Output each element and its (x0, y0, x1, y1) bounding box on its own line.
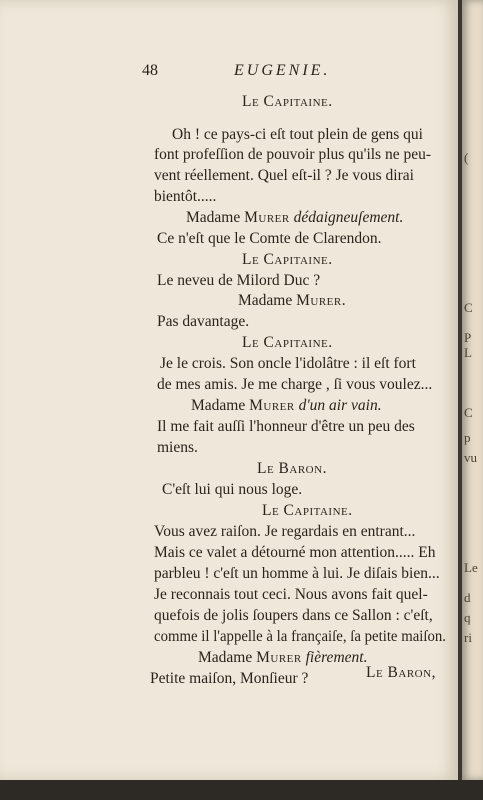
text-line (150, 671, 308, 687)
catchword: Le Baron, (366, 664, 436, 681)
speaker-name: Murer (244, 209, 290, 226)
line-text: Ce n'eſt que le Comte de Clarendon. (157, 230, 382, 247)
text-line (242, 94, 333, 110)
page-number: 48 (142, 62, 158, 79)
line-text: Oh ! ce pays-ci eſt tout plein de gens qui (172, 126, 423, 143)
stage-direction: dédaigneuſement. (289, 209, 404, 226)
stage-direction: d'un air vain. (294, 397, 382, 414)
speaker-name: Murer (249, 397, 295, 414)
line-text: Petite maiſon, Monſieur ? (150, 670, 309, 687)
line-text: Il me fait auſſi l'honneur d'être un peu des (157, 418, 415, 435)
text-line (154, 147, 431, 163)
text-line (160, 356, 416, 372)
speaker-name: Le Capitaine. (242, 334, 333, 351)
text-line (157, 273, 320, 289)
text-line (262, 503, 353, 519)
speaker-name: Le Capitaine. (242, 251, 333, 268)
text-line (242, 252, 333, 268)
line-text: Le neveu de Milord Duc ? (157, 272, 321, 289)
speaker-name: Murer (256, 649, 302, 666)
line-text: Mais ce valet a détourné mon attention..... Eh (154, 544, 436, 561)
text-line (186, 210, 403, 226)
text-line (157, 314, 249, 330)
line-text: Madame (191, 397, 250, 414)
text-line (191, 398, 382, 414)
line-text: Vous avez raiſon. Je regardais en entrant... (154, 523, 416, 540)
text-line (154, 566, 440, 582)
text-line (257, 461, 327, 477)
stage-direction: fièrement. (301, 649, 368, 666)
adjacent-page-edge: ( C P L C p vu Le d q ri (462, 0, 483, 780)
book-bottom-edge (0, 780, 483, 800)
text-line (154, 168, 414, 184)
speaker-name: Le Capitaine. (242, 93, 333, 110)
line-text: Pas davantage. (157, 313, 250, 330)
text-line (154, 587, 428, 603)
running-title: EUGENIE. (234, 62, 331, 79)
line-text: parbleu ! c'eſt un homme à lui. Je diſais bien... (154, 565, 440, 582)
text-line (242, 335, 333, 351)
line-text: C'eſt lui qui nous loge. (162, 481, 303, 498)
text-line (172, 127, 423, 143)
line-text: bientôt..... (154, 188, 217, 205)
text-line (157, 231, 381, 247)
line-text: Je reconnais tout ceci. Nous avons fait quel- (154, 586, 428, 603)
line-text: comme il l'appelle à la françaiſe, ſa petite maiſon. (154, 628, 447, 645)
line-text: Madame (186, 209, 245, 226)
line-text: miens. (157, 439, 198, 456)
line-text: Madame (238, 292, 297, 309)
text-line (157, 419, 415, 435)
speaker-name: Le Capitaine. (262, 502, 353, 519)
text-line (198, 650, 367, 666)
text-line (154, 608, 433, 624)
line-text: font profeſſion de pouvoir plus qu'ils ne peu- (154, 146, 432, 163)
line-text: Madame (198, 649, 257, 666)
line-text: vent réellement. Quel eſt-il ? Je vous dirai (154, 167, 414, 184)
text-line (238, 293, 346, 309)
text-line (154, 629, 446, 645)
line-text: quefois de jolis ſoupers dans ce Sallon : c'eſt, (154, 607, 433, 624)
speaker-name: Murer. (296, 292, 347, 309)
text-line (154, 524, 415, 540)
line-text: Je le crois. Son oncle l'idolâtre : il eſt fort (160, 355, 416, 372)
line-text: de mes amis. Je me charge , ſi vous voulez... (157, 376, 433, 393)
text-line (157, 440, 198, 456)
text-line (154, 189, 216, 205)
text-line (162, 482, 302, 498)
speaker-name: Le Baron. (257, 460, 327, 477)
text-line (157, 377, 432, 393)
text-line (154, 545, 436, 561)
